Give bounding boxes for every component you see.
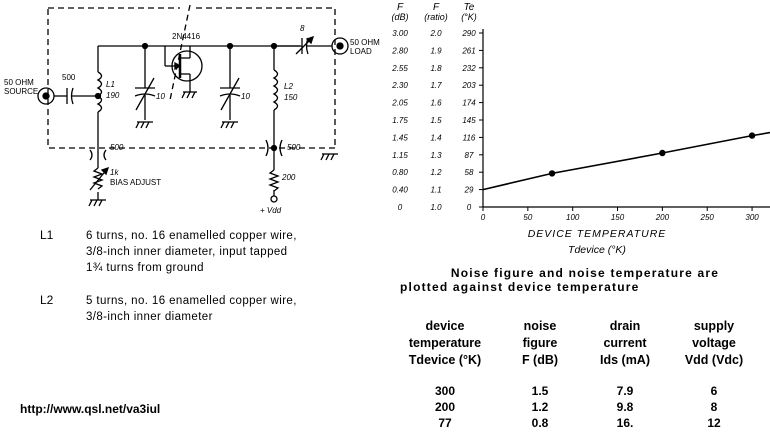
note-l2-line-2: 3/8-inch inner diameter — [86, 311, 213, 323]
y-tick-label-db: 2.05 — [392, 98, 408, 108]
shield-box — [48, 8, 335, 148]
input-cap-value: 500 — [62, 73, 76, 82]
y-tick-label-ratio: 1.2 — [430, 168, 442, 178]
table-cell: 1.2 — [531, 400, 549, 414]
y-header-unit: (ratio) — [424, 12, 448, 22]
y-tick-label-db: 2.30 — [392, 81, 408, 91]
y-tick-label-ratio: 1.1 — [430, 185, 442, 195]
y-tick-label-te: 174 — [462, 98, 476, 108]
table-cell: 16. — [616, 416, 634, 430]
y-tick-label-ratio: 1.5 — [430, 116, 442, 125]
col-header-drain-line-1: drain — [609, 319, 641, 333]
chart-caption — [400, 266, 770, 294]
y-tick-label-te: 232 — [462, 63, 476, 73]
website-url[interactable]: http://www.qsl.net/va3iul — [20, 402, 161, 416]
y-header-top: Te — [463, 2, 475, 13]
data-point — [659, 150, 665, 156]
note-l2-id: L2 — [40, 293, 54, 307]
table-cell: 300 — [434, 384, 456, 398]
load-label-1: 50 OHM — [350, 38, 380, 47]
table-cell: 8 — [710, 400, 718, 414]
y-tick-label-te: 58 — [464, 168, 474, 178]
trim-cap-1-value: 10 — [156, 92, 165, 101]
chart-caption-line-2: plotted against device temperature — [400, 280, 640, 294]
note-l2-line-1: 5 turns, no. 16 enamelled copper wire, — [86, 295, 297, 307]
l1-value: 190 — [106, 91, 120, 100]
bypass-cap-1-value: 500 — [110, 143, 124, 152]
y-tick-label-te: 29 — [464, 185, 474, 195]
y-tick-label-te: 290 — [462, 29, 476, 38]
y-tick-label-db: 0.40 — [392, 185, 408, 195]
note-l2 — [40, 293, 380, 333]
source-label-2: SOURCE — [4, 87, 39, 96]
y-tick-label-te: 261 — [462, 46, 476, 56]
y-tick-label-ratio: 1.3 — [430, 150, 442, 160]
noise-chart — [380, 0, 770, 262]
l2-value: 150 — [284, 93, 298, 102]
chart-caption-line-1: Noise figure and noise temperature are — [450, 266, 720, 280]
l1-name: L1 — [106, 80, 115, 89]
x-tick-label: 50 — [523, 213, 533, 222]
series-line — [483, 133, 770, 190]
y-tick-label-te: 145 — [462, 116, 476, 125]
note-l2-text — [86, 293, 297, 325]
col-header-temperature-line-2: temperature — [408, 336, 482, 350]
table-cell: 12 — [707, 416, 721, 430]
x-tick-label: 150 — [610, 213, 625, 222]
note-l1-line-1: 6 turns, no. 16 enamelled copper wire, — [86, 230, 297, 242]
y-tick-label-te: 0 — [466, 203, 472, 212]
note-l1-id: L1 — [40, 228, 54, 242]
load-label-2: LOAD — [350, 47, 372, 56]
y-tick-label-db: 1.75 — [392, 116, 408, 125]
data-table — [400, 318, 760, 435]
vdd-label: + Vdd — [260, 206, 282, 215]
x-tick-label: 0 — [480, 213, 486, 222]
y-tick-label-db: 0 — [397, 203, 403, 212]
note-l1-line-2: 3/8-inch inner diameter, input tapped — [86, 246, 288, 258]
table-cell: 200 — [434, 400, 456, 414]
col-header-noise-figure — [500, 318, 580, 369]
coil-notes — [40, 228, 380, 333]
l2-coil — [274, 70, 278, 110]
table-cell: 0.8 — [531, 416, 549, 430]
y-tick-label-db: 1.45 — [392, 133, 408, 143]
y-tick-label-ratio: 2.0 — [430, 29, 442, 38]
col-header-noise-line-3: F (dB) — [521, 353, 559, 367]
y-tick-label-db: 3.00 — [392, 29, 408, 38]
y-tick-label-te: 116 — [462, 133, 476, 143]
y-header-unit: (dB) — [391, 12, 409, 22]
col-header-drain-current — [580, 318, 670, 369]
bias-pot-value: 1k — [110, 168, 119, 177]
table-cell: 1.5 — [531, 384, 549, 398]
y-tick-label-ratio: 1.6 — [430, 98, 442, 108]
y-tick-label-db: 0.80 — [392, 168, 408, 178]
l1-coil — [98, 72, 102, 112]
note-l1 — [40, 228, 380, 280]
x-axis-sublabel: Tdevice (°K) — [568, 244, 626, 256]
bias-adjust-label: BIAS ADJUST — [110, 178, 162, 187]
y-tick-label-db: 2.55 — [392, 63, 408, 73]
trim-cap-2-value: 10 — [241, 92, 250, 101]
x-tick-label: 300 — [745, 213, 759, 222]
col-header-supply-voltage — [668, 318, 760, 369]
y-tick-label-db: 1.15 — [392, 150, 408, 160]
drain-resistor-value: 200 — [282, 173, 296, 182]
data-point — [549, 170, 555, 176]
col-header-supply-line-3: Vdd (Vdc) — [684, 353, 744, 367]
y-tick-label-ratio: 1.7 — [430, 81, 442, 91]
y-header-top: F — [396, 2, 404, 13]
x-tick-label: 200 — [655, 213, 670, 222]
y-tick-label-ratio: 1.4 — [430, 133, 442, 143]
col-header-supply-line-2: voltage — [692, 336, 736, 350]
y-tick-label-te: 203 — [462, 81, 476, 91]
col-header-noise-line-2: figure — [522, 336, 558, 350]
bypass-cap-2-value: 500 — [287, 143, 301, 152]
col-header-temperature — [400, 318, 490, 369]
x-tick-label: 250 — [700, 213, 714, 222]
col-header-supply-line-1: supply — [693, 319, 735, 333]
col-header-temperature-line-1: device — [425, 319, 465, 333]
table-cell: 7.9 — [616, 384, 634, 398]
table-cell: 6 — [710, 384, 718, 398]
x-axis-label: DEVICE TEMPERATURE — [527, 228, 667, 240]
y-tick-label-ratio: 1.8 — [430, 63, 442, 73]
note-l1-text — [86, 228, 297, 276]
col-header-noise-line-1: noise — [523, 319, 557, 333]
y-header-unit: (°K) — [461, 12, 477, 22]
y-tick-label-ratio: 1.0 — [430, 203, 442, 212]
source-label-1: 50 OHM — [4, 78, 34, 87]
col-header-temperature-line-3: Tdevice (°K) — [408, 353, 482, 367]
table-cell: 77 — [438, 416, 452, 430]
l2-name: L2 — [284, 82, 293, 91]
data-point — [749, 132, 755, 138]
table-cell: 9.8 — [616, 400, 634, 414]
col-header-drain-line-3: Ids (mA) — [600, 353, 650, 367]
note-l1-line-3: 1¾ turns from ground — [86, 262, 204, 274]
transistor-label: 2N4416 — [172, 32, 201, 41]
y-tick-label-ratio: 1.9 — [430, 46, 442, 56]
output-cap-value: 8 — [300, 24, 305, 33]
col-header-drain-line-2: current — [603, 336, 647, 350]
y-header-top: F — [432, 2, 440, 13]
y-tick-label-db: 2.80 — [392, 46, 408, 56]
x-tick-label: 100 — [566, 213, 580, 222]
y-tick-label-te: 87 — [464, 150, 474, 160]
